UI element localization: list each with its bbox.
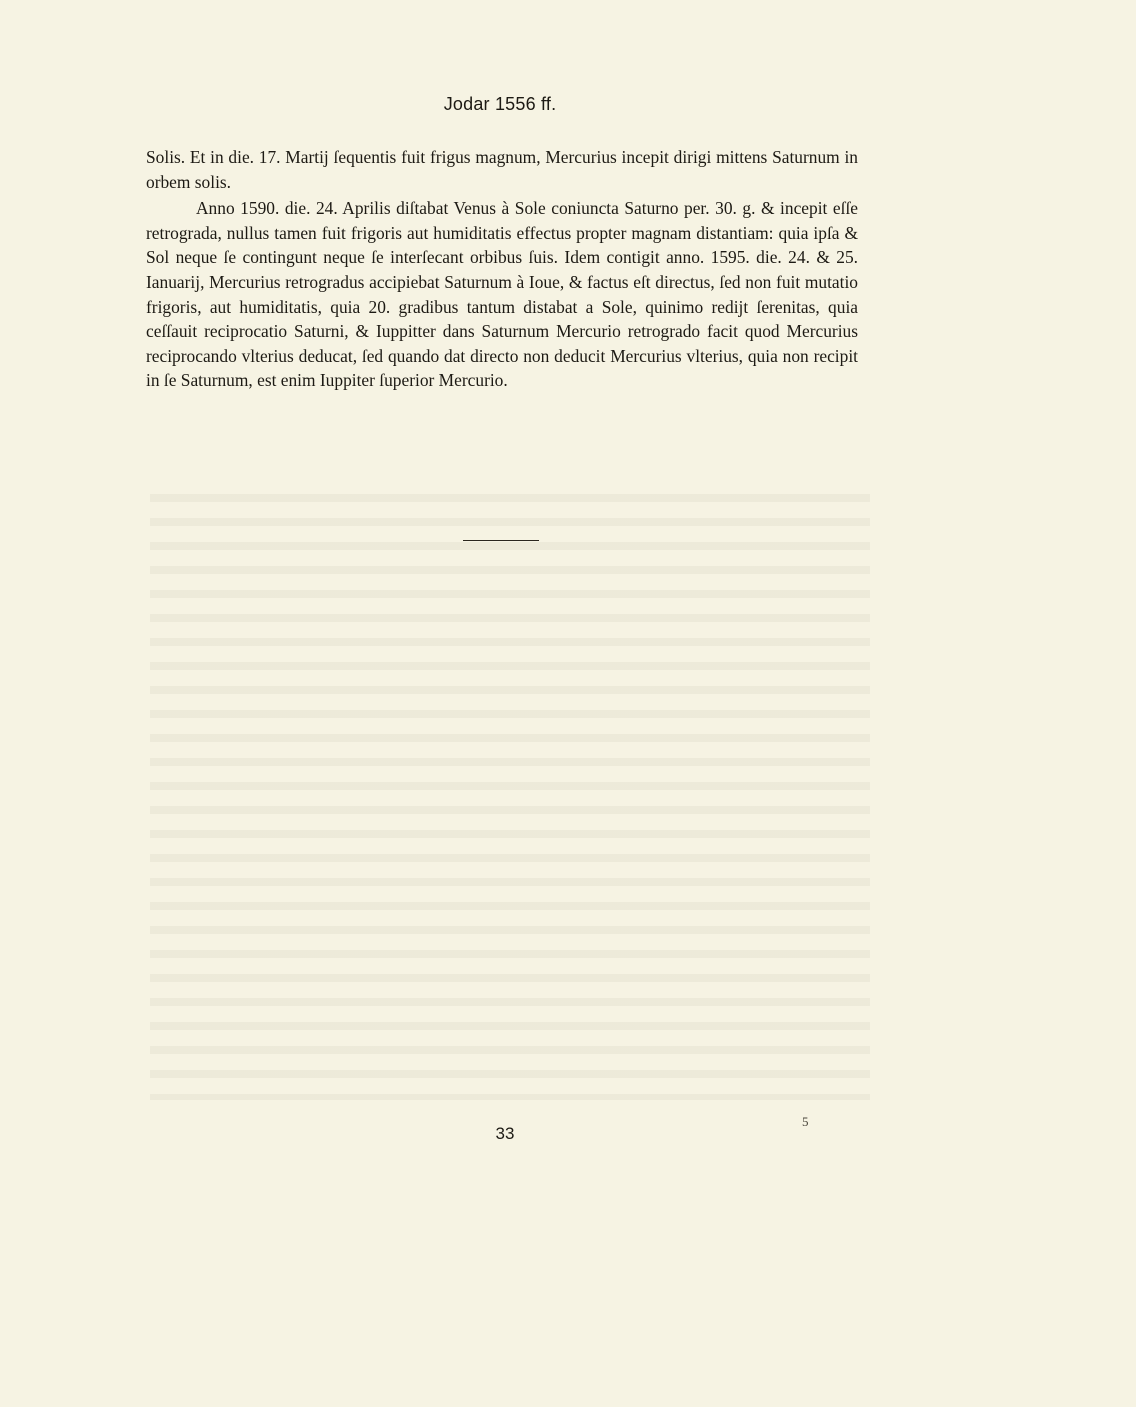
- paragraph-2: Anno 1590. die. 24. Aprilis diſtabat Venus à Sole coniuncta Saturno per. 30. g. & incepit eſſe retrograda, nullus tamen fuit frigoris aut humiditatis effectus propter magnam distantiam: quia ipſa & Sol neque ſe contingunt neque ſe interſecant orbibus ſuis. Idem contigit anno. 1595. die. 24. & 25. Ianuarij, Mercurius retrogradus accipiebat Saturnum à Ioue, & factus eſt directus, ſed non fuit mutatio frigoris, aut humiditatis, quia 20. gradibus tantum distabat a Sole, quinimo redijt ſerenitas, quia ceſſauit reciprocatio Saturni, & Iuppitter dans Saturnum Mercurio retrogrado facit quod Mercurius reciprocando vlterius deducat, ſed quando dat directo non deducit Mercurius vlterius, quia non recipit in ſe Saturnum, est enim Iuppiter ſuperior Mercurio.: [146, 198, 858, 391]
- signature-mark: 5: [802, 1114, 809, 1129]
- body-text: [146, 145, 858, 393]
- running-header: Jodar 1556 ff.: [443, 94, 557, 114]
- show-through-texture: [150, 480, 870, 1100]
- section-divider: [463, 540, 539, 541]
- paragraph-1: Solis. Et in die. 17. Martij ſequentis fuit frigus magnum, Mercurius incepit dirigi mittens Saturnum in orbem solis.: [146, 147, 858, 192]
- page-number: 33: [495, 1124, 515, 1143]
